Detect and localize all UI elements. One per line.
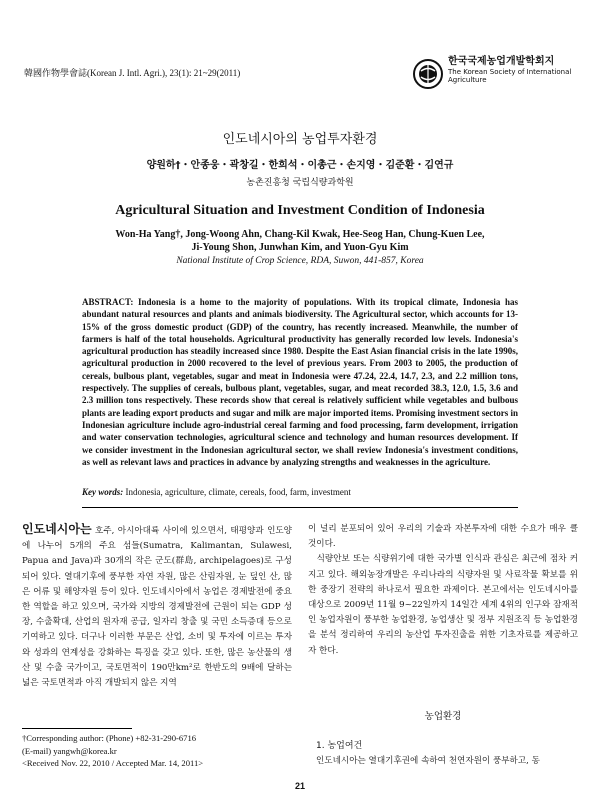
journal-reference: 韓國作物學會誌(Korean J. Intl. Agri.), 23(1): 21~29(2011) [24,68,241,78]
society-name-en-2: Agriculture [448,75,487,84]
affiliation-korean: 농촌진흥청 국립식량과학원 [246,178,354,188]
keywords-list: Indonesia, agriculture, climate, cereals, food, farm, investment [125,487,351,497]
authors-english-line2: Ji-Young Shon, Junwhan Kim, and Yuon-Gyu Kim [191,242,409,253]
body-left-text: 호주, 아시아대륙 사이에 있으면서, 태평양과 인도양에 나누어 5개의 주요 섬들(Sumatra, Kalimantan, Sulawesi, Papua and Java)과 30개의 작은 군도(群島, archipelagoes)로 구성되어 있다. 열대기후에 풍부한 자연 자원, 많은 산림자원, 눈 덮인 산, 많은 어류 및 해양자원 등이 있다. 인도네시아에서 농업은 경제발전에 중요한 역할을 하고 있으며, 국가와 지방의 경제발전에 근원이 되는 GDP 성장, 수출확대, 산업의 원자재 공급, 일자리 창출 및 국민 소득증대 등으로 기여하고 있다. 더구나 이러한 부문은 산업, 소비 및 투자에 이르는 투자와 성과의 연계성을 강화하는 특징을 갖고 있다. 또한, 많은 농산물의 생산 및 수출 국가이고, 국토면적이 190만km²로 한반도의 9배에 달하는 넓은 국토면적과 아직 개발되지 않은 지역 [22,526,292,689]
authors-english [110,228,490,254]
section-heading: 농업환경 [424,711,462,722]
affiliation-english: National Institute of Crop Science, RDA, Suwon, 441-857, Korea [176,256,424,266]
society-name-ko: 한국국제농업개발학회지 [448,56,555,67]
body-lead-word: 인도네시아는 [22,522,92,536]
title-korean: 인도네시아의 농업투자환경 [222,132,378,147]
footnote-corresponding: †Corresponding author: (Phone) +82-31-290-6716 [22,733,197,743]
body-right-column [308,522,578,659]
globe-seal-icon [412,56,444,92]
body-right-p1: 이 널리 분포되어 있어 우리의 기술과 자본투자에 대한 수요가 매우 클 것이다. [308,524,578,550]
abstract: ABSTRACT: Indonesia is a home to the majority of populations. With its tropical climate, Indonesia has abundant natural resources and plants and animals biodiversity. The Agricultural sector, which accounts for 13-15% of the gross domestic product (GDP) of the country, has recently increased. Meanwhile, the number of farmers is half of the total households. Agricultural productivity has generally recorded low levels. Indonesia's agricultural production has steadily increased since 1980. Despite the East Asian financial crisis in the late 1990s, agricultural production in 2000 recovered to the level of previous years. From 2003 to 2005, the production of cereals, bulbous plant, vegetables, sugar and meat in Indonesia were 47.24, 22.4, 14.7, 2.3, and 2.2 million tons, respectively. The supplies of cereals, bulbous plant, vegetables, sugar, and meat recorded 38.3, 12.0, 1.5, 3.6 and 2.3 million tons respectively. These records show that cereal is relatively sufficient while vegetables and bulbous plants are leading export products and sugar and milk are major imported items. Promising investment sectors in Indonesian agriculture include agro-industrial cereal farming and food processing, farm development, irrigation and water conservation technologies, agricultural science and technology and human resources development. If we consider investment in the Indonesian agricultural sector, we shall review Indonesia's investment conditions, as well as relevant laws and practices in advance by analyzing strengths and weaknesses in the agriculture. [82,297,518,467]
footnote-divider [22,728,132,729]
footnote-email: (E-mail) yangwh@korea.kr [22,745,117,756]
footnote [22,732,292,770]
authors-english-line1: Won-Ha Yang†, Jong-Woong Ahn, Chang-Kil Kwak, Hee-Seog Han, Chung-Kuen Lee, [115,229,485,240]
footnote-received: <Received Nov. 22, 2010 / Accepted Mar. 14, 2011> [22,758,204,768]
body-right-p2: 식량안보 또는 식량위기에 대한 국가별 인식과 관심은 최근에 점차 커지고 있다. 해외농장개발은 우리나라의 식량자원 및 사료작물 확보를 위한 중장기 전략의 하나로서 필요한 과제이다. 본고에서는 인도네시아를 대상으로 2009년 11월 9~22일까지 14일간 세계 4위의 인구와 잠재적인 농업자원이 풍부한 농업환경, 농업생산 및 정부 지원조직 등 농업환경을 분석 정리하여 우리의 농산업 투자진출을 위한 기초자료를 제공하고자 한다. [308,554,578,656]
body-right-tail: 인도네시아는 열대기후권에 속하여 천연자원이 풍부하고, 동 [316,756,540,766]
subsection-heading: 1. 농업여건 [316,741,363,751]
abstract-divider [82,507,518,508]
keywords [82,487,518,497]
body-left-column [22,522,292,691]
page-number: 21 [294,781,305,791]
society-logo [412,56,572,96]
title-english: Agricultural Situation and Investment Condition of Indonesia [115,203,485,218]
authors-korean: 양원하†・안종웅・곽창길・한희석・이총근・손지영・김준환・김연규 [146,160,454,171]
society-name-en-1: The Korean Society of International [448,67,572,76]
keywords-label: Key words: [82,487,124,497]
